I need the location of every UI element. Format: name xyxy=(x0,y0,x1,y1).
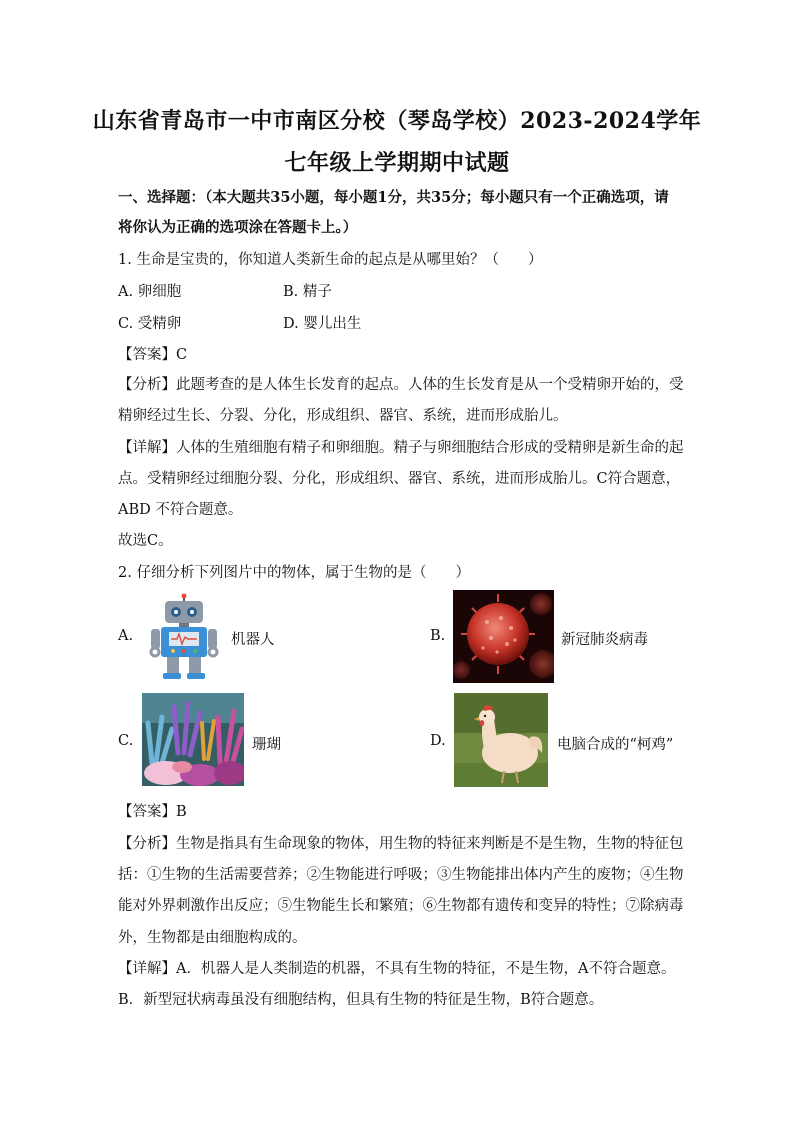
q2-answer: 【答案】B xyxy=(118,804,187,820)
q1-stem: 1. 生命是宝贵的，你知道人类新生命的起点是从哪里始？（ ） xyxy=(118,252,543,268)
q2-stem: 2. 仔细分析下列图片中的物体，属于生物的是（ ） xyxy=(118,565,470,581)
q1-conclusion: 故选C。 xyxy=(118,533,173,549)
q1-analysis: 【分析】此题考查的是人体生长发育的起点。人体的生长发育是从一个受精卵开始的，受 xyxy=(118,377,684,393)
q2-analysis-cont1: 括：①生物的生活需要营养；②生物能进行呼吸；③生物能排出体内产生的废物；④生物 xyxy=(118,867,684,883)
section-heading: 一、选择题：（本大题共35小题，每小题1分，共35分；每小题只有一个正确选项，请 xyxy=(118,189,669,206)
q2-detail-cont: B．新型冠状病毒虽没有细胞结构，但具有生物的特征是生物，B符合题意。 xyxy=(118,992,604,1008)
q2-analysis-cont2: 能对外界刺激作出反应；⑤生物能生长和繁殖；⑥生物都有遗传和变异的特性；⑦除病毒 xyxy=(118,898,684,914)
q1-option-d: D. 婴儿出生 xyxy=(283,316,362,332)
chicken-image xyxy=(454,693,548,787)
q2-analysis-cont3: 外，生物都是由细胞构成的。 xyxy=(118,930,307,946)
q1-detail-cont2: ABD 不符合题意。 xyxy=(118,502,243,518)
q2-option-a-caption: 机器人 xyxy=(231,632,275,648)
q2-option-b-caption: 新冠肺炎病毒 xyxy=(561,632,648,648)
q1-option-a: A. 卵细胞 xyxy=(118,284,182,300)
section-heading-cont: 将你认为正确的选项涂在答题卡上。） xyxy=(118,219,358,236)
q2-option-a-letter: A. xyxy=(118,628,134,644)
q1-detail-cont1: 点。受精卵经过细胞分裂、分化，形成组织、器官、系统，进而形成胎儿。C符合题意， xyxy=(118,471,681,487)
q2-analysis: 【分析】生物是指具有生命现象的物体，用生物的特征来判断是不是生物，生物的特征包 xyxy=(118,836,684,852)
doc-title-line2: 七年级上学期期中试题 xyxy=(284,150,510,176)
coral-image xyxy=(142,693,244,786)
q1-answer: 【答案】C xyxy=(118,347,188,363)
q2-option-c-caption: 珊瑚 xyxy=(252,737,281,753)
q1-detail: 【详解】人体的生殖细胞有精子和卵细胞。精子与卵细胞结合形成的受精卵是新生命的起 xyxy=(118,440,684,456)
q2-detail: 【详解】A．机器人是人类制造的机器，不具有生物的特征，不是生物，A不符合题意。 xyxy=(118,961,676,977)
doc-title-line1: 山东省青岛市一中市南区分校（琴岛学校）2023-2024学年 xyxy=(92,108,702,134)
q2-option-b-letter: B. xyxy=(430,628,446,644)
q1-option-c: C. 受精卵 xyxy=(118,316,182,332)
q2-option-d-caption: 电脑合成的“柯鸡” xyxy=(557,737,674,753)
robot-image xyxy=(143,593,225,681)
virus-image xyxy=(453,590,554,683)
q2-option-d-letter: D. xyxy=(430,733,446,749)
q1-analysis-cont: 精卵经过生长、分裂、分化，形成组织、器官、系统，进而形成胎儿。 xyxy=(118,408,568,424)
q2-option-c-letter: C. xyxy=(118,733,134,749)
q1-option-b: B. 精子 xyxy=(283,284,332,300)
